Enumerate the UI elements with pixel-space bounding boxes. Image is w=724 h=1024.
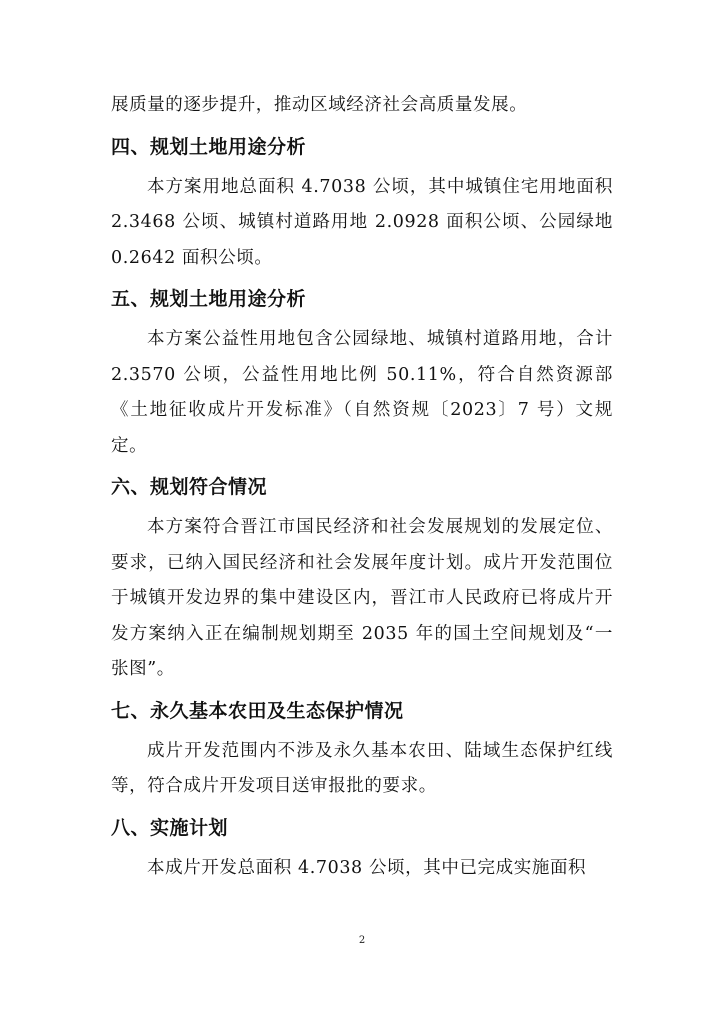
heading-section-7: 七、永久基本农田及生态保护情况 — [111, 699, 404, 722]
paragraph-farmland-protection: 成片开发范围内不涉及永久基本农田、陆域生态保护红线等，符合成片开发项目送审报批的要求。 — [111, 740, 613, 796]
heading-section-8: 八、实施计划 — [111, 816, 229, 839]
page-number: 2 — [358, 935, 366, 946]
paragraph-implementation-plan: 本成片开发总面积 4.7038 公顷，其中已完成实施面积 — [147, 857, 587, 878]
paragraph-continuation: 展质量的逐步提升，推动区域经济社会高质量发展。 — [111, 95, 528, 115]
heading-section-4: 四、规划土地用途分析 — [111, 135, 307, 158]
paragraph-planning-compliance: 本方案符合晋江市国民经济和社会发展规划的发展定位、要求，已纳入国民经济和社会发展年度计划。成片开发范围位于城镇开发边界的集中建设区内，晋江市人民政府已将成片开发方案纳入正在编制规划期至 2035 年的国土空间规划及“一张图”。 — [111, 517, 613, 679]
paragraph-land-use-area: 本方案用地总面积 4.7038 公顷，其中城镇住宅用地面积 2.3468 公顷、城镇村道路用地 2.0928 面积公顷、公园绿地 0.2642 面积公顷。 — [111, 176, 613, 268]
heading-section-5: 五、规划土地用途分析 — [111, 288, 307, 310]
paragraph-public-land: 本方案公益性用地包含公园绿地、城镇村道路用地，合计 2.3570 公顷，公益性用地比例 50.11%，符合自然资源部《土地征收成片开发标准》（自然资规〔2023〕7 号）文规定。 — [111, 329, 613, 456]
heading-section-6: 六、规划符合情况 — [111, 476, 268, 498]
document-body — [111, 88, 613, 886]
